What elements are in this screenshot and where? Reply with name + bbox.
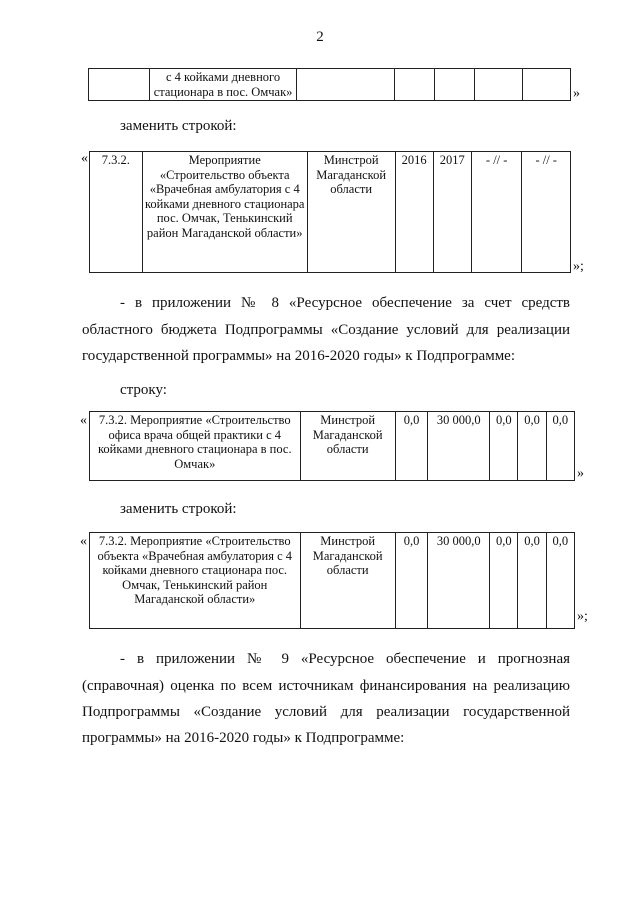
table-cell: [296, 69, 394, 101]
table-cell: - // -: [522, 152, 571, 273]
table-cell: [522, 69, 570, 101]
table-cell: - // -: [471, 152, 522, 273]
table-cell-name: 7.3.2. Мероприятие «Строительство офиса врача общей практики с 4 койками дневного стационара в пос. Омчак»: [90, 412, 301, 481]
closing-quote: »: [573, 86, 580, 101]
table-cell-value: 30 000,0: [428, 533, 490, 629]
table-cell-value: 30 000,0: [428, 412, 490, 481]
table-cell-name: Мероприятие «Строительство объекта «Врачебная амбулатория с 4 койками дневного стационара пос. Омчак, Тенькинский район Магаданской области»: [142, 152, 307, 273]
table-row: [89, 69, 571, 101]
table-cell-value: 0,0: [395, 412, 427, 481]
replace-label: заменить строкой:: [120, 501, 237, 517]
paragraph-line: - в приложении № 9 «Ресурсное обеспечение и прогнозная: [120, 651, 570, 667]
closing-quote: »: [577, 466, 584, 481]
table-cell-value: 0,0: [546, 412, 574, 481]
table-replacement-row: [89, 151, 571, 273]
opening-quote: «: [81, 151, 88, 166]
table-row: [90, 152, 571, 273]
opening-quote: «: [80, 413, 87, 428]
table-original-row: [89, 411, 575, 481]
table-cell-value: 0,0: [395, 533, 427, 629]
table-cell-executor: Минстрой Магаданской области: [300, 412, 395, 481]
table-cell-value: 0,0: [546, 533, 574, 629]
table-cell-number: 7.3.2.: [90, 152, 143, 273]
table-cell-value: 0,0: [490, 533, 518, 629]
table-row: [90, 412, 575, 481]
table-fragment-previous-row: [88, 68, 571, 101]
table-cell: [89, 69, 150, 101]
table-cell-value: 0,0: [490, 412, 518, 481]
paragraph-line: государственной программы» на 2016-2020 годы» к Подпрограмме:: [82, 348, 516, 364]
table-cell-value: 0,0: [518, 412, 546, 481]
page-number: 2: [316, 29, 324, 45]
paragraph-line: (справочная) оценка по всем источникам финансирования на реализацию: [82, 678, 570, 694]
table-cell-year-end: 2017: [433, 152, 471, 273]
replace-label: заменить строкой:: [120, 118, 237, 134]
table-cell-year-start: 2016: [395, 152, 433, 273]
opening-quote: «: [80, 534, 87, 549]
table-cell: [434, 69, 474, 101]
table-cell-name: 7.3.2. Мероприятие «Строительство объекта «Врачебная амбулатория с 4 койками дневного стационара пос. Омчак, Тенькинский район Магаданской области»: [90, 533, 301, 629]
paragraph-line: областного бюджета Подпрограммы «Создание условий для реализации: [82, 322, 570, 338]
paragraph-line: - в приложении № 8 «Ресурсное обеспечение за счет средств: [120, 295, 570, 311]
paragraph-line: Подпрограммы «Создание условий для реализации государственной: [82, 704, 570, 720]
table-cell-name: с 4 койками дневного стационара в пос. Омчак»: [150, 69, 296, 101]
table-cell-executor: Минстрой Магаданской области: [307, 152, 395, 273]
closing-quote: »;: [577, 609, 588, 624]
table-replacement-row: [89, 532, 575, 629]
paragraph-line: программы» на 2016-2020 годы» к Подпрограмме:: [82, 730, 405, 746]
table-cell: [394, 69, 434, 101]
table-cell-value: 0,0: [518, 533, 546, 629]
table-cell: [474, 69, 522, 101]
table-cell-executor: Минстрой Магаданской области: [300, 533, 395, 629]
closing-quote: »;: [573, 259, 584, 274]
row-label: строку:: [120, 382, 167, 398]
table-row: [90, 533, 575, 629]
